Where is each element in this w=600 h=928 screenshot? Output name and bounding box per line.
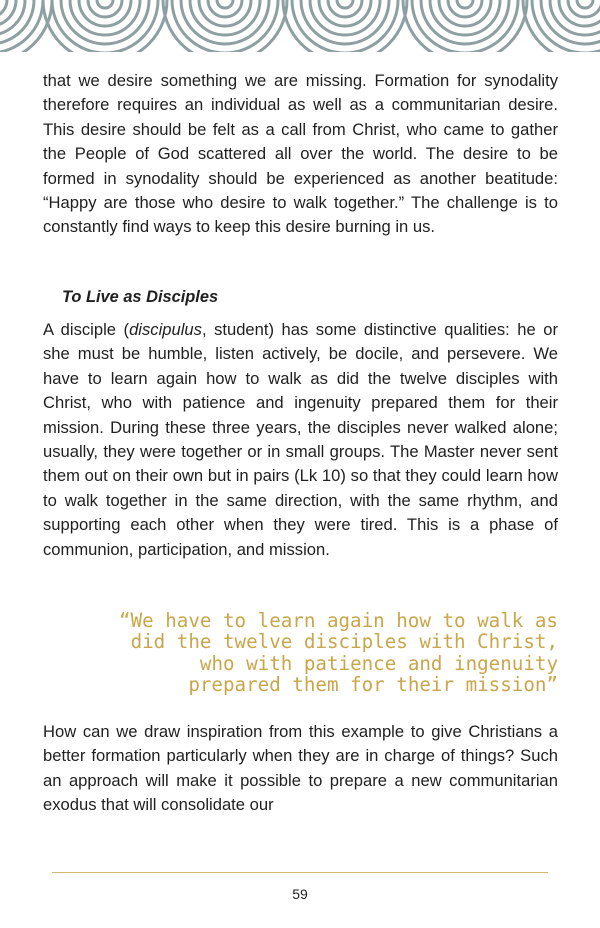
section-heading: To Live as Disciples — [62, 288, 219, 306]
pattern-ring — [337, 0, 353, 8]
body-paragraph — [43, 318, 558, 562]
pattern-ring — [199, 0, 251, 26]
paragraph-text: , student) has some distinctive qualities: he or she must be humble, listen actively, be docile, and persevere. We have to learn again how to walk as did the twelve disciples with Christ, who with patience and ingenuity prepared them for their mission. During these three years, the disciples never walked alone; usually, they were together or in small groups. The Master never sent them out on their own but in pairs (Lk 10) so that they could learn how to walk together in the same direction, with the same rhythm, and supporting each other when they were tired. This is a phase of communion, participation, and mission. — [43, 320, 559, 559]
pattern-ring — [217, 0, 233, 8]
pattern-ring — [457, 0, 473, 8]
body-paragraph: that we desire something we are missing. Formation for synodality therefore requires an individual as well as a communitarian desire. This desire should be felt as a call from Christ, who came to gather the People of God scattered all over the world. The desire to be formed in synodality should be experienced as another beatitude: “Happy are those who desire to walk together.” The challenge is to constantly find ways to keep this desire burning in us. — [43, 71, 558, 237]
latin-term: discipulus — [129, 320, 202, 339]
footer-divider — [52, 872, 548, 873]
header-wave-pattern — [0, 0, 600, 52]
pattern-ring — [79, 0, 131, 26]
pull-quote: “We have to learn again how to walk as did the twelve disciples with Christ, who with patience and ingenuity prepared them for their mission” — [119, 609, 558, 696]
body-paragraph: How can we draw inspiration from this example to give Christians a better formation particularly when they are in charge of things? Such an approach will make it possible to prepare a new communitarian exodus that will consolidate our — [43, 722, 558, 815]
pattern-ring — [0, 0, 7, 17]
pattern-ring — [439, 0, 491, 26]
page-number: 59 — [292, 886, 308, 902]
pattern-ring — [577, 0, 593, 8]
paragraph-text: A disciple ( — [43, 320, 130, 339]
pattern-ring — [319, 0, 371, 26]
pattern-ring — [97, 0, 113, 8]
